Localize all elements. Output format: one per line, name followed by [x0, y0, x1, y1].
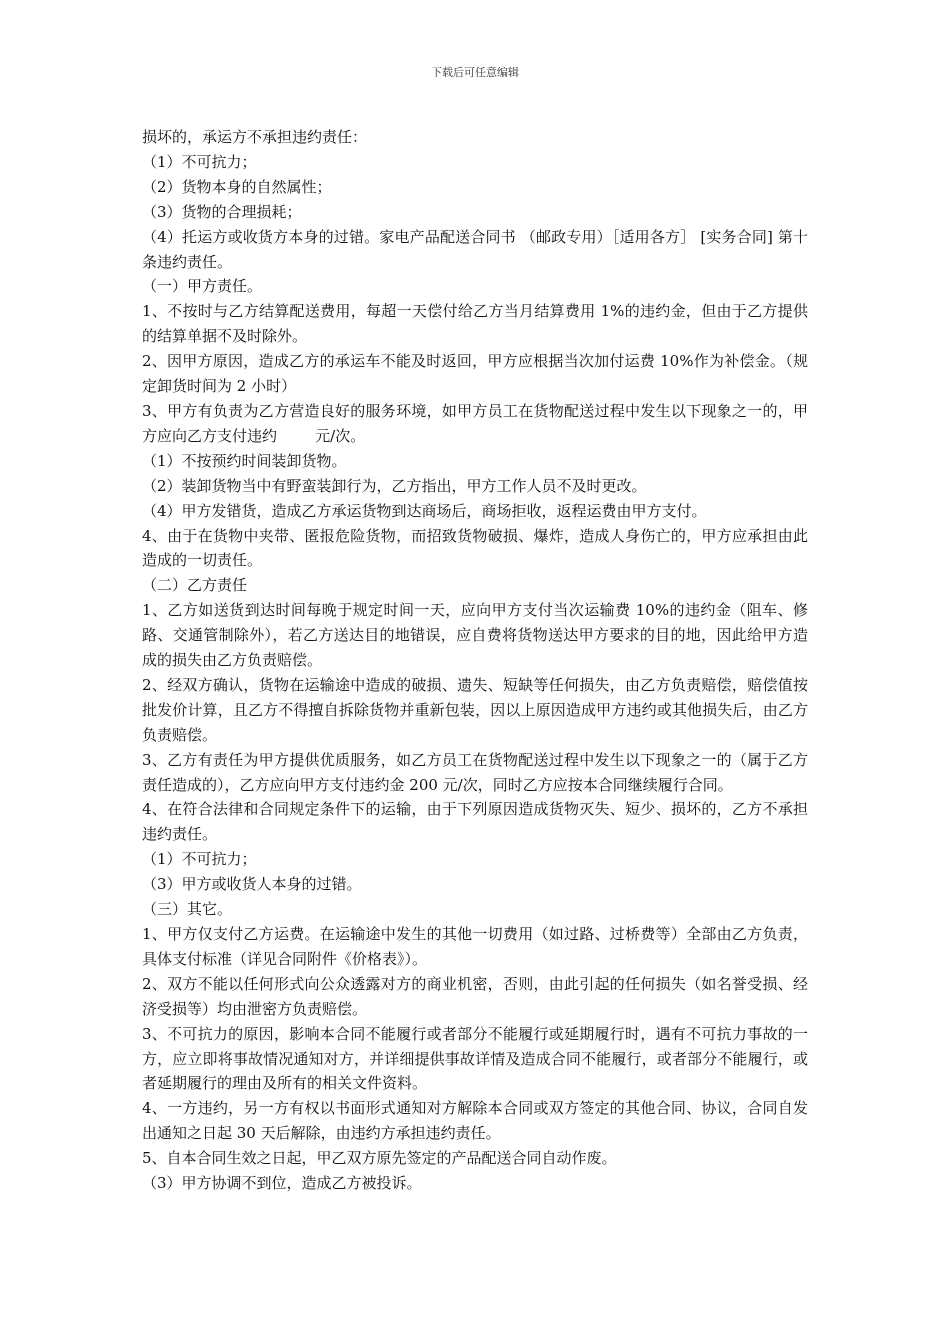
- paragraph: 4、由于在货物中夹带、匿报危险货物，而招致货物破损、爆炸，造成人身伤亡的，甲方应承担由此造成的一切责任。: [142, 526, 808, 570]
- document-body: [142, 125, 808, 1196]
- section-heading: （一）甲方责任。: [142, 277, 263, 296]
- paragraph: （1）不可抗力；: [142, 152, 257, 171]
- page-header: 下载后可任意编辑: [431, 66, 519, 79]
- section-heading: （三）其它。: [142, 900, 233, 919]
- paragraph: 5、自本合同生效之日起，甲乙双方原先签定的产品配送合同自动作废。: [142, 1149, 617, 1168]
- paragraph: （2）装卸货物当中有野蛮装卸行为，乙方指出，甲方工作人员不及时更改。: [142, 476, 647, 495]
- paragraph: 损坏的，承运方不承担违约责任：: [142, 128, 368, 146]
- paragraph: 3、乙方有责任为甲方提供优质服务，如乙方员工在货物配送过程中发生以下现象之一的（属于乙方责任造成的），乙方应向甲方支付违约金 200 元/次，同时乙方应按本合同继续履行合同。: [142, 750, 808, 794]
- paragraph: （2）货物本身的自然属性；: [142, 177, 332, 196]
- paragraph: 1、不按时与乙方结算配送费用，每超一天偿付给乙方当月结算费用 1%的违约金，但由于乙方提供的结算单据不及时除外。: [142, 302, 808, 346]
- paragraph: （3）甲方协调不到位，造成乙方被投诉。: [142, 1174, 422, 1193]
- paragraph: （4）托运方或收货方本身的过错。家电产品配送合同书 （邮政专用）［适用各方］ [实务合同] 第十条违约责任。: [142, 227, 808, 271]
- paragraph: 2、经双方确认，货物在运输途中造成的破损、遗失、短缺等任何损失，由乙方负责赔偿，赔偿值按批发价计算，且乙方不得擅自拆除货物并重新包装，因以上原因造成甲方违约或其他损失后，由乙方负责赔偿。: [142, 675, 808, 744]
- section-heading: （二）乙方责任: [142, 576, 248, 595]
- paragraph: （3）货物的合理损耗；: [142, 202, 302, 221]
- paragraph: 3、甲方有负责为乙方营造良好的服务环境，如甲方员工在货物配送过程中发生以下现象之一的，甲方应向乙方支付违约 元/次。: [142, 401, 808, 445]
- paragraph: 4、一方违约，另一方有权以书面形式通知对方解除本合同或双方签定的其他合同、协议，合同自发出通知之日起 30 天后解除，由违约方承担违约责任。: [142, 1099, 808, 1143]
- paragraph: （4）甲方发错货，造成乙方承运货物到达商场后，商场拒收，返程运费由甲方支付。: [142, 501, 707, 520]
- paragraph: 2、因甲方原因，造成乙方的承运车不能及时返回，甲方应根据当次加付运费 10%作为补偿金。（规定卸货时间为 2 小时）: [142, 352, 808, 396]
- paragraph: （1）不按预约时间装卸货物。: [142, 451, 347, 470]
- paragraph: 1、乙方如送货到达时间每晚于规定时间一天，应向甲方支付当次运输费 10%的违约金（阻车、修路、交通管制除外），若乙方送达目的地错误，应自费将货物送达甲方要求的目的地，因此给甲方造成的损失由乙方负责赔偿。: [142, 601, 808, 670]
- paragraph: 3、不可抗力的原因，影响本合同不能履行或者部分不能履行或延期履行时，遇有不可抗力事故的一方，应立即将事故情况通知对方，并详细提供事故详情及造成合同不能履行，或者部分不能履行，或者延期履行的理由及所有的相关文件资料。: [142, 1024, 808, 1093]
- paragraph: 1、甲方仅支付乙方运费。在运输途中发生的其他一切费用（如过路、过桥费等）全部由乙方负责，具体支付标准（详见合同附件《价格表》）。: [142, 925, 808, 968]
- paragraph: 4、在符合法律和合同规定条件下的运输，由于下列原因造成货物灭失、短少、损坏的，乙方不承担违约责任。: [142, 800, 808, 844]
- paragraph: （1）不可抗力；: [142, 850, 257, 869]
- paragraph: 2、双方不能以任何形式向公众透露对方的商业机密，否则，由此引起的任何损失（如名誉受损、经济受损等）均由泄密方负责赔偿。: [142, 974, 808, 1018]
- paragraph: （3）甲方或收货人本身的过错。: [142, 875, 362, 894]
